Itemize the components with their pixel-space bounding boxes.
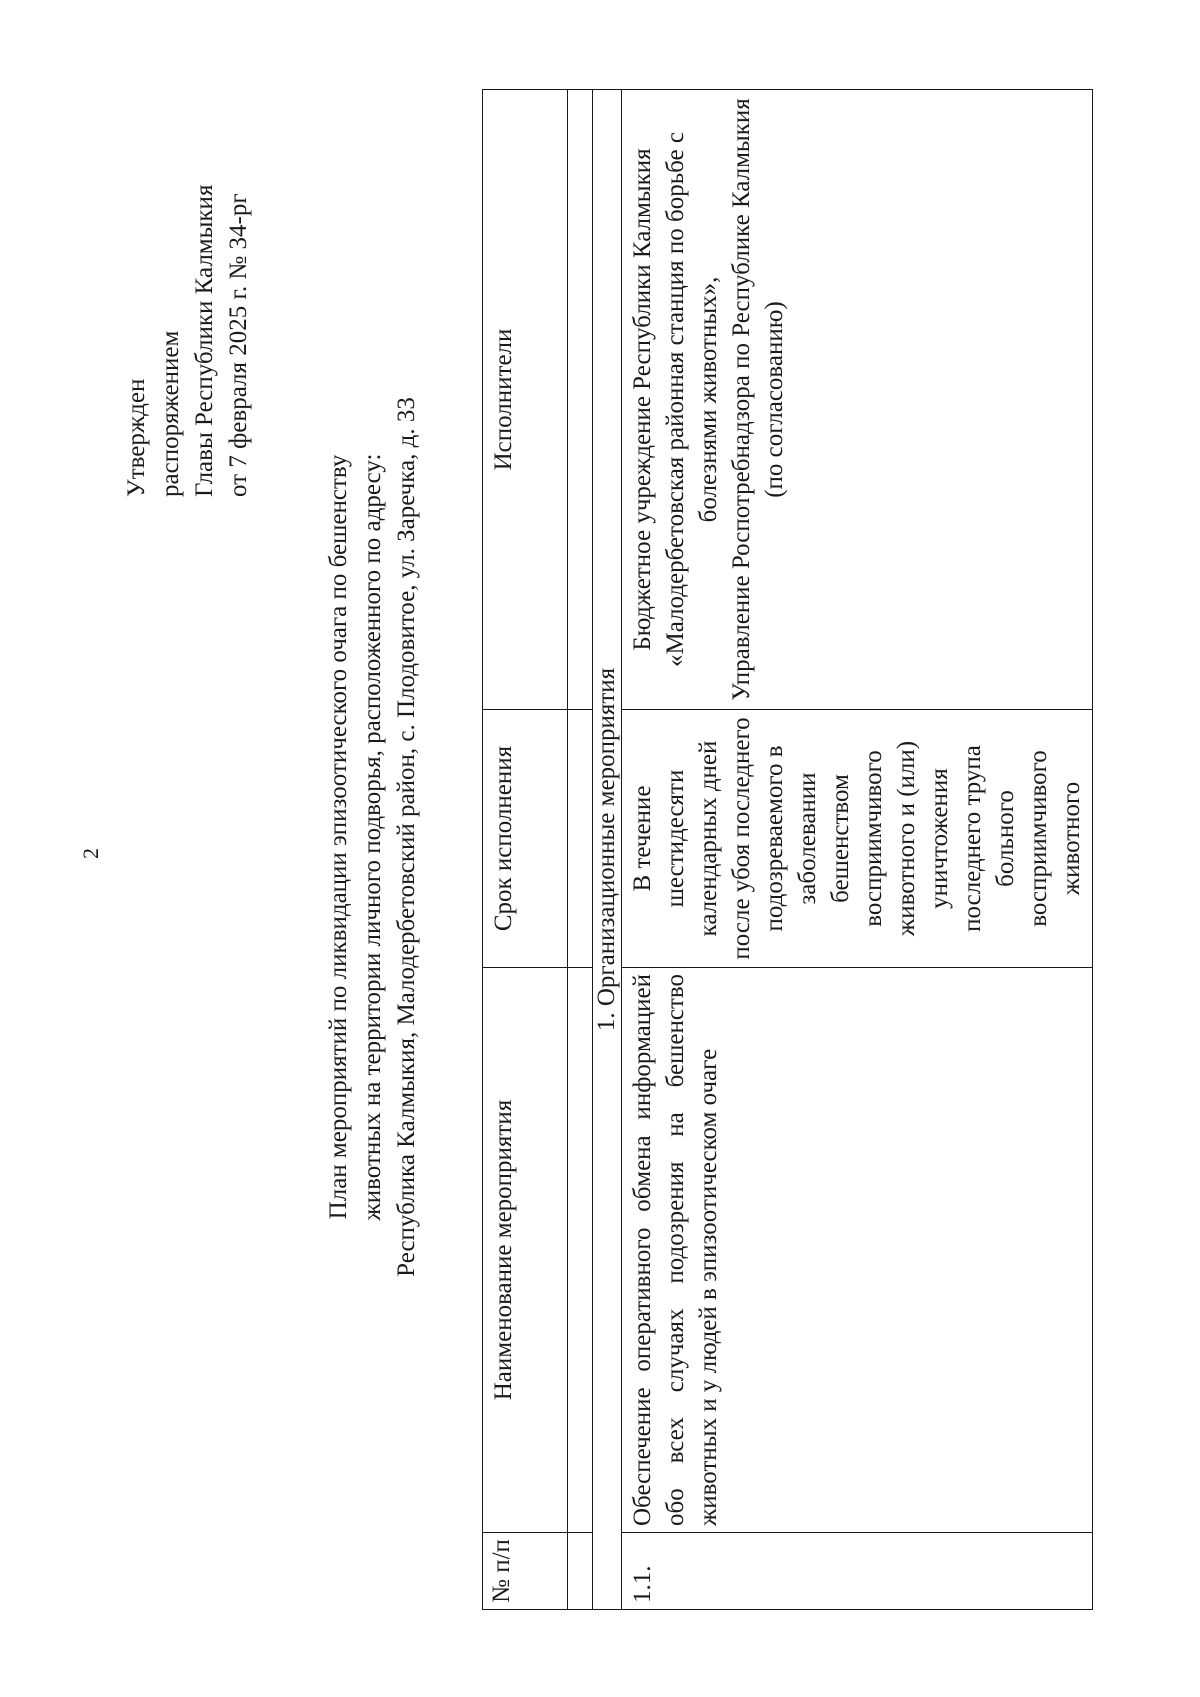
header-name: Наименование мероприятия [483, 968, 568, 1533]
executor-1: Бюджетное учреждение Республики Калмыкия «Малодербетовская районная станция по борьбе с болезнями животных», [629, 131, 722, 668]
spacer-cell [568, 1533, 593, 1610]
section-title: 1. Организационные мероприятия [593, 90, 622, 1610]
row-term: В течение шестидесяти календарных дней после убоя последнего подозреваемого в заболевании бешенством восприимчивого животного и (или) уничтожения последнего трупа больного восприимчивого животного [622, 710, 1093, 968]
page-number: 2 [78, 848, 103, 859]
approval-line: распоряжением [157, 330, 184, 497]
plan-title-line: Республика Калмыкия, Малодербетовский район, с. Плодовитое, ул. Заречка, д. 33 [393, 397, 420, 1277]
approval-line: Главы Республики Калмыкия [191, 184, 218, 497]
header-executors: Исполнители [483, 90, 568, 710]
plan-title-line: План мероприятий по ликвидации эпизоотического очага по бешенству [325, 454, 352, 1220]
approval-line: Утвержден [123, 378, 150, 497]
table-spacer-row [568, 90, 593, 1610]
row-num: 1.1. [622, 1533, 1093, 1610]
table-header-row [483, 90, 568, 1610]
header-num: № п/п [483, 1533, 568, 1610]
approval-line: от 7 февраля 2025 г. № 34-рг [225, 193, 252, 497]
table-row [622, 90, 1093, 1610]
spacer-cell [568, 710, 593, 968]
spacer-cell [568, 90, 593, 710]
row-name: Обеспечение оперативного обмена информацией обо всех случаях подозрения на бешенство животных и у людей в эпизоотическом очаге [622, 968, 1093, 1533]
executor-2: Управление Роспотребнадзора по Республике Калмыкия (по согласованию) [728, 98, 788, 701]
plan-title [322, 337, 424, 1337]
section-row [593, 90, 622, 1610]
spacer-cell [568, 968, 593, 1533]
row-executors [622, 90, 1093, 710]
plan-title-line: животных на территории личного подворья, расположенного по адресу: [359, 453, 386, 1221]
header-term: Срок исполнения [483, 710, 568, 968]
measures-table [482, 89, 1093, 1610]
approval-stamp-text [120, 185, 256, 497]
